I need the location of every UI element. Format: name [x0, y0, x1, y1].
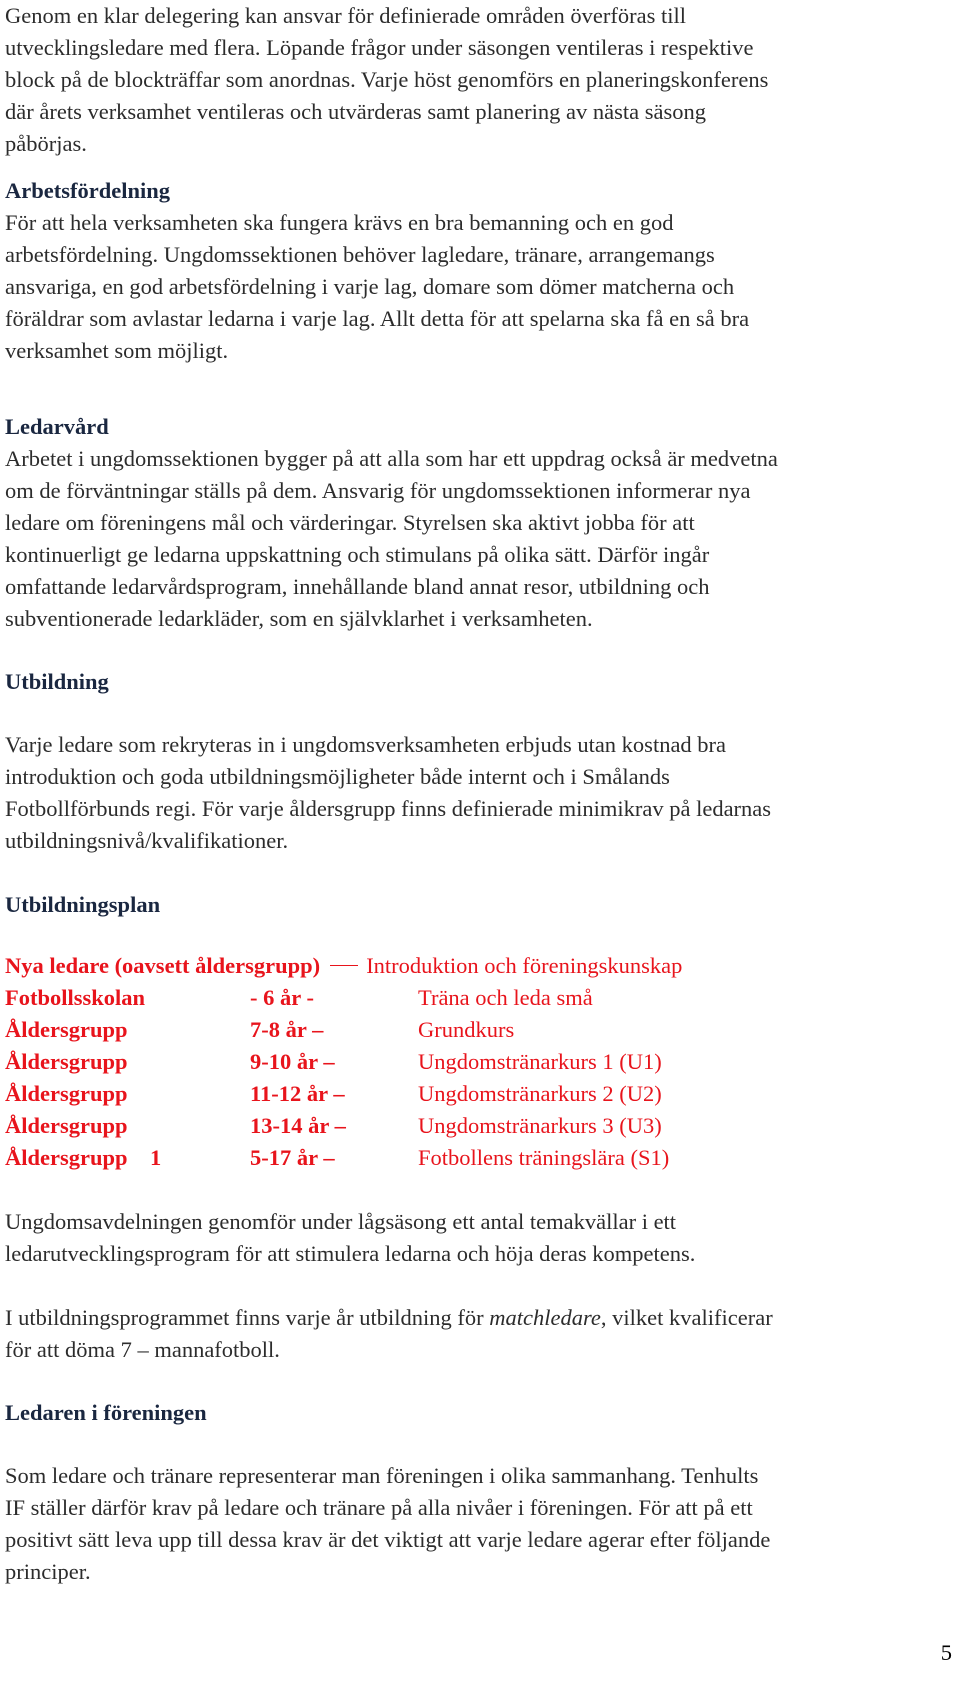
- section-utbildningsplan-heading: [5, 889, 955, 921]
- section-arbetsfordelning: [5, 175, 955, 367]
- section-heading: Utbildningsplan: [5, 892, 161, 917]
- text-line: [5, 1302, 955, 1334]
- section-heading: Ledarvård: [5, 414, 109, 439]
- text-line: föräldrar som avlastar ledarna i varje lag. Allt detta för att spelarna ska få en så bra: [5, 306, 750, 331]
- plan-row-new-leaders: [5, 950, 955, 982]
- page-number: 5: [940, 1640, 952, 1665]
- text-line: Arbetet i ungdomssektionen bygger på att alla som har ett uppdrag också är medvetna: [5, 446, 778, 471]
- plan-row: [5, 1110, 955, 1142]
- text-line: För att hela verksamheten ska fungera krävs en bra bemanning och en god: [5, 210, 674, 235]
- dash-line: [330, 965, 358, 966]
- plan-course: Ungdomstränarkurs 3 (U3): [418, 1113, 662, 1138]
- text-line: för att döma 7 – mannafotboll.: [5, 1337, 280, 1362]
- plan-course: Träna och leda små: [418, 985, 593, 1010]
- text-line: utvecklingsledare med flera. Löpande frågor under säsongen ventileras i respektive: [5, 35, 754, 60]
- section-ledaren-heading: [5, 1397, 955, 1429]
- plan-group: Åldersgrupp: [5, 1049, 128, 1074]
- text-line: ansvariga, en god arbetsfördelning i varje lag, domare som dömer matcherna och: [5, 274, 735, 299]
- text-line: IF ställer därför krav på ledare och tränare på alla nivåer i föreningen. För att på ett: [5, 1495, 753, 1520]
- text-line: utbildningsnivå/kvalifikationer.: [5, 828, 289, 853]
- text-line: kontinuerligt ge ledarna uppskattning och stimulans på olika sätt. Därför ingår: [5, 542, 710, 567]
- text-line: om de förväntningar ställs på dem. Ansvarig för ungdomssektionen informerar nya: [5, 478, 751, 503]
- plan-group: Åldersgrupp: [5, 1081, 128, 1106]
- plan-row: [5, 1014, 955, 1046]
- text-line: positivt sätt leva upp till dessa krav är det viktigt att varje ledare agerar efter följande: [5, 1527, 771, 1552]
- text-line: ledare om föreningens mål och värderingar. Styrelsen ska aktivt jobba för att: [5, 510, 695, 535]
- plan-group: Åldersgrupp 1: [5, 1145, 162, 1170]
- matchledare-paragraph: [5, 1302, 955, 1366]
- plan-course: Ungdomstränarkurs 1 (U1): [418, 1049, 662, 1074]
- plan-age: 7-8 år –: [250, 1017, 324, 1042]
- plan-group: Fotbollsskolan: [5, 985, 146, 1010]
- section-heading: Utbildning: [5, 669, 109, 694]
- text-line: Fotbollförbunds regi. För varje åldersgrupp finns definierade minimikrav på ledarnas: [5, 796, 772, 821]
- plan-age: 13-14 år –: [250, 1113, 346, 1138]
- plan-row: [5, 1046, 955, 1078]
- text-line: subventionerade ledarkläder, som en självklarhet i verksamheten.: [5, 606, 593, 631]
- text-line: block på de blockträffar som anordnas. Varje höst genomförs en planeringskonferens: [5, 67, 769, 92]
- training-plan-table: [5, 950, 955, 1174]
- plan-age: 5-17 år –: [250, 1145, 335, 1170]
- text-line: Som ledare och tränare representerar man föreningen i olika sammanhang. Tenhults: [5, 1463, 759, 1488]
- plan-course: Introduktion och föreningskunskap: [366, 953, 683, 978]
- text-line: introduktion och goda utbildningsmöjligheter både internt och i Smålands: [5, 764, 670, 789]
- plan-course: Fotbollens träningslära (S1): [418, 1145, 670, 1170]
- section-utbildning-heading: [5, 666, 955, 698]
- plan-group: Åldersgrupp: [5, 1017, 128, 1042]
- plan-row: [5, 1142, 955, 1174]
- intro-paragraph: [5, 0, 955, 160]
- plan-course: Grundkurs: [418, 1017, 515, 1042]
- text-line: verksamhet som möjligt.: [5, 338, 229, 363]
- section-heading: Arbetsfördelning: [5, 178, 170, 203]
- text-line: Varje ledare som rekryteras in i ungdomsverksamheten erbjuds utan kostnad bra: [5, 732, 727, 757]
- text-line: principer.: [5, 1559, 91, 1584]
- plan-group: Nya ledare (oavsett åldersgrupp): [5, 953, 321, 978]
- plan-age: 11-12 år –: [250, 1081, 345, 1106]
- plan-group: Åldersgrupp: [5, 1113, 128, 1138]
- plan-row: [5, 982, 955, 1014]
- text-line: Genom en klar delegering kan ansvar för definierade områden överföras till: [5, 3, 686, 28]
- section-utbildning-body: [5, 729, 955, 857]
- text-run: I utbildningsprogrammet finns varje år utbildning för: [5, 1305, 490, 1330]
- temakvallar-paragraph: [5, 1206, 955, 1270]
- text-line: arbetsfördelning. Ungdomssektionen behöver lagledare, tränare, arrangemangs: [5, 242, 715, 267]
- text-run: , vilket kvalificerar: [600, 1305, 773, 1330]
- plan-age: - 6 år -: [250, 985, 314, 1010]
- text-line: ledarutvecklingsprogram för att stimulera ledarna och höja deras kompetens.: [5, 1241, 696, 1266]
- section-heading: Ledaren i föreningen: [5, 1400, 207, 1425]
- text-line: Ungdomsavdelningen genomför under lågsäsong ett antal temakvällar i ett: [5, 1209, 677, 1234]
- text-line: omfattande ledarvårdsprogram, innehållande bland annat resor, utbildning och: [5, 574, 710, 599]
- text-line: påbörjas.: [5, 131, 87, 156]
- emphasis-text: matchledare: [489, 1305, 601, 1330]
- plan-age: 9-10 år –: [250, 1049, 335, 1074]
- section-ledarvard: [5, 411, 955, 635]
- section-ledaren-body: [5, 1460, 955, 1588]
- text-line: där årets verksamhet ventileras och utvärderas samt planering av nästa säsong: [5, 99, 706, 124]
- plan-course: Ungdomstränarkurs 2 (U2): [418, 1081, 662, 1106]
- plan-row: [5, 1078, 955, 1110]
